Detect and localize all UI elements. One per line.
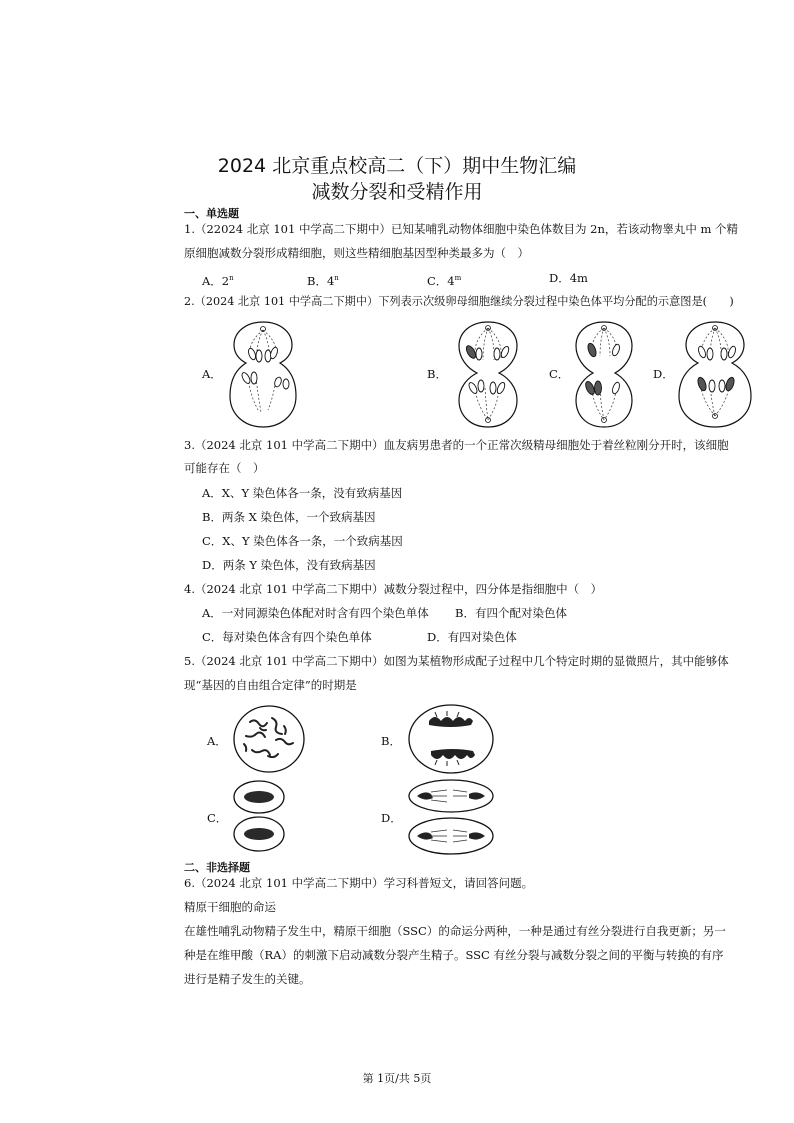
q5-option-c-label[interactable]: C． (207, 811, 228, 825)
page-footer: 第 1页/共 5页 (362, 1072, 432, 1085)
article-paragraph-line-2: 种是在维甲酸（RA）的刺激下启动减数分裂产生精子。SSC 有丝分裂与减数分裂之间的平衡与转换的有序 (184, 948, 724, 962)
question-3-line-2: 可能存在（ ） (184, 461, 265, 475)
q2-option-d-cell-diagram[interactable] (676, 320, 754, 430)
section-heading-single-choice: 一、单选题 (184, 207, 239, 220)
q5-option-b-label[interactable]: B． (381, 734, 401, 748)
q4-option-d[interactable]: D．有四对染色体 (427, 630, 517, 644)
q5-option-d-label[interactable]: D． (381, 811, 402, 825)
q3-option-a[interactable]: A．X、Y 染色体各一条，没有致病基因 (202, 486, 403, 500)
section-heading-non-choice: 二、非选择题 (184, 861, 250, 874)
q2-option-c-cell-diagram[interactable] (570, 320, 638, 430)
page-subtitle: 减数分裂和受精作用 (311, 181, 483, 203)
article-paragraph-line-1: 在雄性哺乳动物精子发生中，精原干细胞（SSC）的命运分两种，一种是通过有丝分裂进行自我更新；另一 (184, 924, 726, 938)
q1-option-a[interactable]: A．2$^n$ (202, 273, 234, 288)
q5-option-b-micrograph[interactable] (407, 703, 495, 775)
q5-option-d-micrograph[interactable] (407, 778, 495, 856)
page-title: 2024 北京重点校高二（下）期中生物汇编 (217, 155, 577, 177)
q3-option-c[interactable]: C．X、Y 染色体各一条，一个致病基因 (202, 534, 403, 548)
q5-option-a-micrograph[interactable] (232, 704, 306, 774)
q5-option-a-label[interactable]: A． (207, 734, 227, 748)
q4-option-c[interactable]: C．每对染色体含有四个染色单体 (202, 630, 372, 644)
question-1-line-2: 原细胞减数分裂形成精细胞，则这些精细胞基因型种类最多为（ ） (184, 246, 529, 260)
q2-option-c-label[interactable]: C． (549, 367, 570, 381)
question-5-line-2: 现“基因的自由组合定律”的时期是 (184, 678, 357, 692)
q2-option-d-label[interactable]: D． (653, 367, 674, 381)
question-1-line-1: 1.（22024 北京 101 中学高二下期中）已知某哺乳动物体细胞中染色体数目为 2n，若该动物睾丸中 m 个精 (184, 222, 739, 236)
q3-option-d[interactable]: D．两条 Y 染色体，没有致病基因 (202, 558, 376, 572)
q2-option-a-cell-diagram[interactable] (228, 320, 298, 430)
question-5-line-1: 5.（2024 北京 101 中学高二下期中）如图为某植物形成配子过程中几个特定时期的显微照片，其中能够体 (184, 654, 729, 668)
q2-option-b-label[interactable]: B． (427, 367, 447, 381)
q1-option-c[interactable]: C．4$^m$ (427, 273, 462, 288)
q1-option-d[interactable]: D．4m (549, 271, 588, 285)
article-paragraph-line-3: 进行是精子发生的关键。 (184, 972, 311, 986)
q3-option-b[interactable]: B．两条 X 染色体，一个致病基因 (202, 510, 376, 524)
q2-option-b-cell-diagram[interactable] (453, 320, 523, 430)
q5-option-c-micrograph[interactable] (232, 779, 286, 853)
question-4-line-1: 4.（2024 北京 101 中学高二下期中）减数分裂过程中，四分体是指细胞中（ ） (184, 582, 603, 596)
question-3-line-1: 3.（2024 北京 101 中学高二下期中）血友病男患者的一个正常次级精母细胞处于着丝粒刚分开时，该细胞 (184, 438, 729, 452)
q4-option-a[interactable]: A．一对同源染色体配对时含有四个染色单体 (202, 606, 429, 620)
article-heading: 精原干细胞的命运 (184, 900, 276, 914)
question-6-line-1: 6.（2024 北京 101 中学高二下期中）学习科普短文，请回答问题。 (184, 876, 534, 890)
question-2-line-1: 2.（2024 北京 101 中学高二下期中）下列表示次级卵母细胞继续分裂过程中染色体平均分配的示意图是( ) (184, 295, 734, 308)
q4-option-b[interactable]: B．有四个配对染色体 (455, 606, 567, 620)
q2-option-a-label[interactable]: A． (202, 367, 222, 381)
q1-option-b[interactable]: B．4$^n$ (307, 273, 339, 288)
